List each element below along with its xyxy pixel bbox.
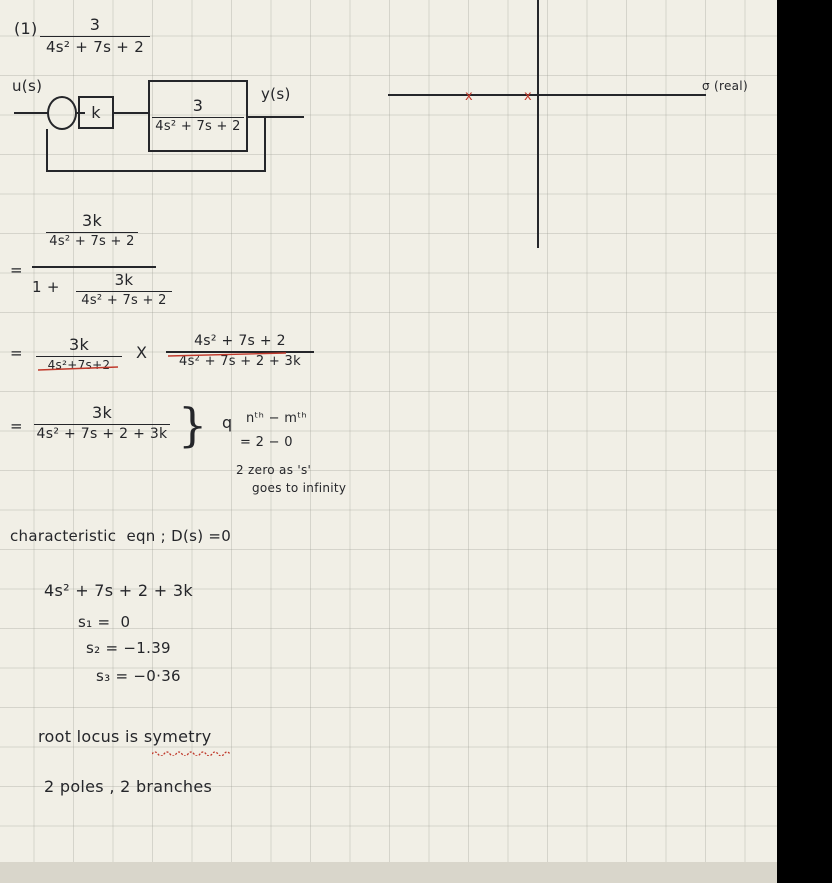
wire-gain-to-plant bbox=[114, 112, 148, 114]
summing-junction bbox=[47, 96, 77, 130]
page-number: (1) bbox=[14, 19, 38, 38]
step1-main-fraction-bar bbox=[32, 266, 156, 268]
fraction-bar bbox=[152, 117, 244, 119]
output-wire bbox=[248, 116, 304, 118]
real-axis bbox=[388, 94, 706, 96]
plant-denominator: 4s² + 7s + 2 bbox=[155, 119, 241, 135]
feedback-wire-down bbox=[264, 116, 266, 172]
gain-label: k bbox=[91, 102, 101, 122]
feedback-wire-back bbox=[46, 170, 266, 172]
characteristic-equation: 4s² + 7s + 2 + 3k bbox=[44, 581, 193, 600]
problem-denominator: 4s² + 7s + 2 bbox=[45, 38, 145, 57]
fraction-bar bbox=[46, 232, 138, 234]
characteristic-heading: characteristic eqn ; D(s) =0 bbox=[10, 527, 232, 545]
step3-den: 4s² + 7s + 2 + 3k bbox=[36, 426, 168, 443]
step2-equals: = bbox=[10, 344, 23, 362]
step1-den-den: 4s² + 7s + 2 bbox=[81, 293, 167, 308]
cancel-stroke-denominator bbox=[38, 366, 118, 372]
paper-bottom-edge bbox=[0, 862, 777, 883]
note-symmetry: root locus is symetry bbox=[38, 727, 212, 746]
q-line-3b: goes to infinity bbox=[252, 481, 347, 495]
pole-mark-1: x bbox=[465, 89, 473, 104]
step2-left-num: 3k bbox=[68, 335, 90, 354]
real-axis-label: σ (real) bbox=[702, 79, 748, 93]
step2-multiplication-sign: X bbox=[136, 343, 148, 362]
input-wire bbox=[14, 112, 48, 114]
step2-left-den: 4s²+7s+2 bbox=[47, 358, 111, 373]
step1-equals: = bbox=[10, 261, 23, 279]
step1-den-one: 1 + bbox=[32, 278, 60, 296]
plant-transfer-function bbox=[152, 97, 244, 134]
feedback-wire-up bbox=[46, 129, 48, 172]
q-line-3a: 2 zero as 's' bbox=[236, 463, 312, 477]
fraction-bar bbox=[76, 291, 172, 293]
gain-block bbox=[78, 96, 114, 129]
step2-right-den: 4s² + 7s + 2 + 3k bbox=[179, 353, 301, 369]
step3-equals: = bbox=[10, 417, 23, 435]
note-poles-branches: 2 poles , 2 branches bbox=[44, 777, 213, 796]
problem-statement-fraction bbox=[40, 16, 150, 56]
step1-den-num: 3k bbox=[114, 271, 134, 289]
output-label: y(s) bbox=[261, 85, 291, 103]
imaginary-axis bbox=[537, 0, 539, 248]
step2-right-num: 4s² + 7s + 2 bbox=[194, 333, 286, 349]
cancel-stroke-numerator bbox=[168, 352, 286, 358]
step1-num-top: 3k bbox=[81, 211, 103, 230]
annotation-brace: } bbox=[178, 398, 208, 452]
problem-numerator: 3 bbox=[89, 15, 101, 34]
plant-numerator: 3 bbox=[192, 96, 204, 116]
q-line-1: nᵗʰ − mᵗʰ bbox=[246, 411, 307, 426]
spellcheck-underline bbox=[152, 748, 234, 756]
q-line-2: = 2 − 0 bbox=[240, 435, 293, 450]
fraction-bar bbox=[40, 36, 150, 38]
step1-numerator-fraction bbox=[46, 212, 138, 249]
step1-num-bottom: 4s² + 7s + 2 bbox=[49, 234, 135, 250]
fraction-bar bbox=[34, 424, 170, 426]
step1-den-fraction bbox=[76, 272, 172, 308]
root-1: s₁ = 0 bbox=[78, 613, 131, 631]
plant-block bbox=[148, 80, 248, 152]
root-3: s₃ = −0·36 bbox=[96, 667, 181, 685]
q-label: q bbox=[222, 413, 233, 432]
root-2: s₂ = −1.39 bbox=[86, 639, 171, 657]
step3-num: 3k bbox=[91, 403, 113, 422]
step3-fraction bbox=[34, 404, 170, 442]
fraction-bar bbox=[36, 356, 122, 358]
input-label: u(s) bbox=[12, 77, 43, 95]
pole-mark-2: x bbox=[524, 89, 532, 104]
